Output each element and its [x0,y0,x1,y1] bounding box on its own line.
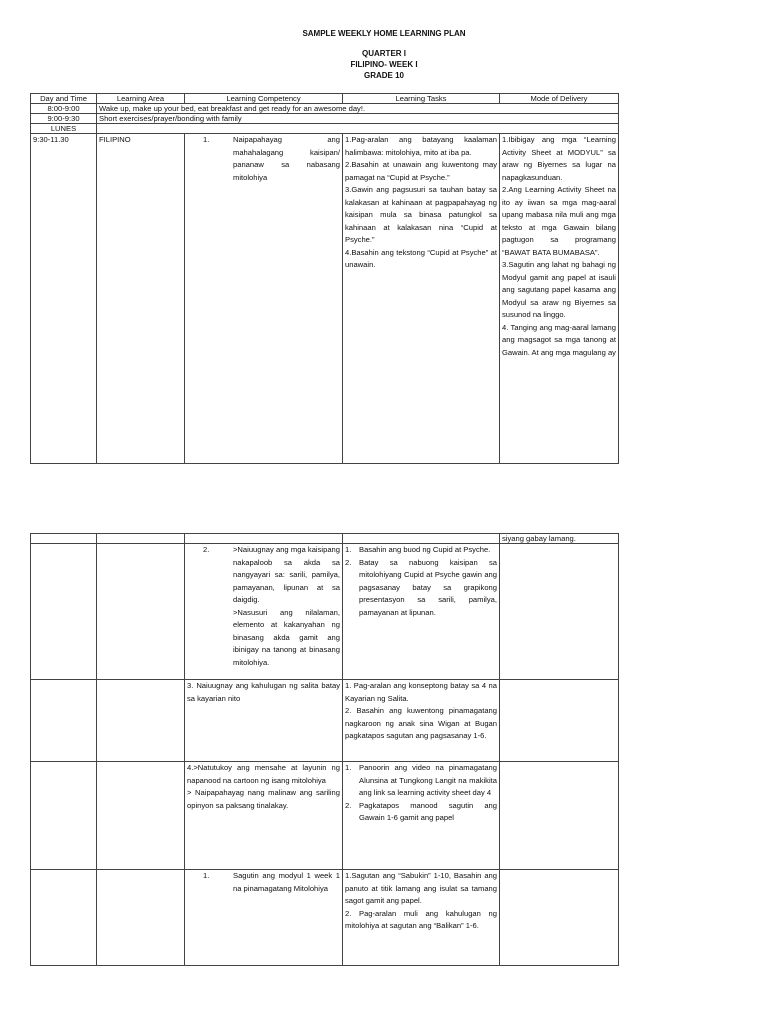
empty-cell [31,870,97,966]
tasks-cell [343,544,500,680]
empty-cell [343,534,500,544]
competency-text: >Naiuugnay ang mga kaisipang nakapaloob sa akda sa nangyayari sa: sarili, pamilya, pamayanan, lipunan at sa daigdig. [233,545,340,604]
task-text: Batay sa nabuong kaisipan sa mitolohiyang Cupid at Psyche gawin ang pagsasanay batay sa grapikong presentasyon sa sarili, pamilya, pamayanan at lipunan. [359,557,497,617]
header-day-time: Day and Time [31,94,97,104]
competency-text: >Nasusuri ang nilalaman, elemento at kakanyahan ng binasang akda gamit ang ibinigay na tanong at binasang mitolohiya. [233,607,340,667]
empty-cell [97,762,185,870]
header-learning-competency: Learning Competency [185,94,343,104]
task-item [345,800,497,825]
empty-cell [97,680,185,762]
task-item: 4.Basahin ang tekstong “Cupid at Psyche” at unawain. [345,247,497,269]
task-item: 1.Sagutan ang “Sabukin” 1-10, Basahin ang panuto at titik lamang ang isulat sa tamang sagot gamit ang papel. [345,871,497,905]
competency-cell: 3. Naiuugnay ang kahulugan ng salita batay sa kayarian nito [185,680,343,762]
empty-cell [500,762,619,870]
day-cell: LUNES [31,124,97,134]
empty-cell [31,544,97,680]
table-row [31,124,619,134]
competency-text: Sagutin ang modyul 1 week 1 na pinamagatang Mitolohiya [233,871,340,893]
task-item [345,544,497,557]
task-item: 1.Pag-aralan ang batayang kaalaman halimbawa: mitolohiya, mito at iba pa. [345,135,497,157]
empty-cell [97,870,185,966]
header-learning-tasks: Learning Tasks [343,94,500,104]
table-row [31,762,619,870]
time-cell: 9:00-9:30 [31,114,97,124]
task-item: 1. Pag-aralan ang konseptong batay sa 4 na Kayarian ng Salita. [345,681,497,703]
empty-cell [500,870,619,966]
task-number: 1. [345,763,352,772]
task-item [345,557,497,620]
document-title: SAMPLE WEEKLY HOME LEARNING PLAN [302,29,466,38]
empty-cell [500,544,619,680]
task-item: 3.Gawin ang pagsusuri sa tauhan batay sa kalakasan at kahinaan at pagpapahayag ng kaisipan mula sa binasa patungkol sa kahinaan at kalakasan nina “Cupid at Psyche.” [345,185,497,244]
quarter-label: QUARTER I [362,49,406,58]
competency-cell [185,544,343,680]
competency-number: 1. [203,135,210,144]
competency-cell [185,870,343,966]
learning-plan-table-1 [30,93,619,464]
competency-text: 4.>Natutukoy ang mensahe at layunin ng napanood na cartoon ng isang mitolohiya [187,763,340,785]
task-text: Pagkatapos manood sagutin ang Gawain 1-6 gamit ang papel [359,800,497,822]
time-cell: 8:00-9:00 [31,104,97,114]
table-row [31,870,619,966]
delivery-item: 4. Tanging ang mag-aaral lamang ang magsagot sa mga tanong at Gawain. At ang mga magulang ay [502,322,616,357]
header-learning-area: Learning Area [97,94,185,104]
task-item: 2. Pag-aralan muli ang kahulugan ng mitolohiya at sagutan ang “Balikan” 1-6. [345,908,497,930]
task-item: 2.Basahin at unawain ang kuwentong may pamagat na “Cupid at Psyche.” [345,160,497,182]
empty-cell [97,124,619,134]
table-row [31,534,619,544]
header-mode-of-delivery: Mode of Delivery [500,94,619,104]
empty-cell [97,544,185,680]
subject-week-label: FILIPINO- WEEK I [350,60,418,69]
tasks-cell [343,134,500,464]
tasks-cell [343,680,500,762]
empty-cell [31,534,97,544]
table-row [31,134,619,464]
delivery-item: 3.Sagutin ang lahat ng bahagi ng Modyul gamit ang papel at isauli ang sagutang papel kasama ang Modyul sa araw ng Biyernes sa susunod na linggo. [502,260,616,319]
competency-cell [185,134,343,464]
task-number: 1. [345,545,352,554]
table-row [31,114,619,124]
empty-cell [500,680,619,762]
competency-text: Naipapahayag ang mahahalagang kaisipan/ pananaw sa nabasang mitolohiya [233,135,340,182]
learning-area-cell: FILIPINO [97,134,185,464]
task-number: 2. [345,800,352,810]
task-number: 2. [345,557,352,567]
table-row [31,104,619,114]
table-header-row [31,94,619,104]
time-cell: 9:30-11.30 [31,134,97,464]
empty-cell [31,762,97,870]
competency-number: 1. [203,871,210,880]
delivery-continued-cell: siyang gabay lamang. [500,534,619,544]
empty-cell [31,680,97,762]
empty-cell [185,534,343,544]
document-header [0,28,768,81]
competency-text: > Naipapahayag nang malinaw ang sariling opinyon sa paksang tinalakay. [187,788,340,810]
table-row [31,680,619,762]
task-text: Basahin ang buod ng Cupid at Psyche. [359,545,491,554]
table-row [31,544,619,680]
delivery-cell [500,134,619,464]
learning-plan-table-2 [30,533,619,966]
delivery-item: 2.Ang Learning Activity Sheet na ito ay iiwan sa mga mag-aaral upang mabasa nila muli ang mga teksto at mga Gawain bilang pagtugon sa programang “BAWAT BATA BUMABASA”. [502,185,616,257]
delivery-item: 1.Ibibigay ang mga “Learning Activity Sheet at MODYUL” sa araw ng Biyernes sa lugar na napagkasunduan. [502,135,616,182]
competency-cell [185,762,343,870]
grade-label: GRADE 10 [363,71,404,80]
activity-cell: Short exercises/prayer/bonding with family [97,114,619,124]
empty-cell [97,534,185,544]
task-item [345,762,497,800]
task-item: 2. Basahin ang kuwentong pinamagatang nagkaroon ng anak sina Wigan at Bugan pagkatapos sagutan ang pagsasanay 1-6. [345,706,497,740]
tasks-cell [343,762,500,870]
activity-cell: Wake up, make up your bed, eat breakfast and get ready for an awesome day!. [97,104,619,114]
task-text: Panoorin ang video na pinamagatang Alunsina at Tungkong Langit na makikita ang link sa learning activity sheet day 4 [359,763,497,797]
tasks-cell [343,870,500,966]
competency-number: 2. [203,545,210,554]
